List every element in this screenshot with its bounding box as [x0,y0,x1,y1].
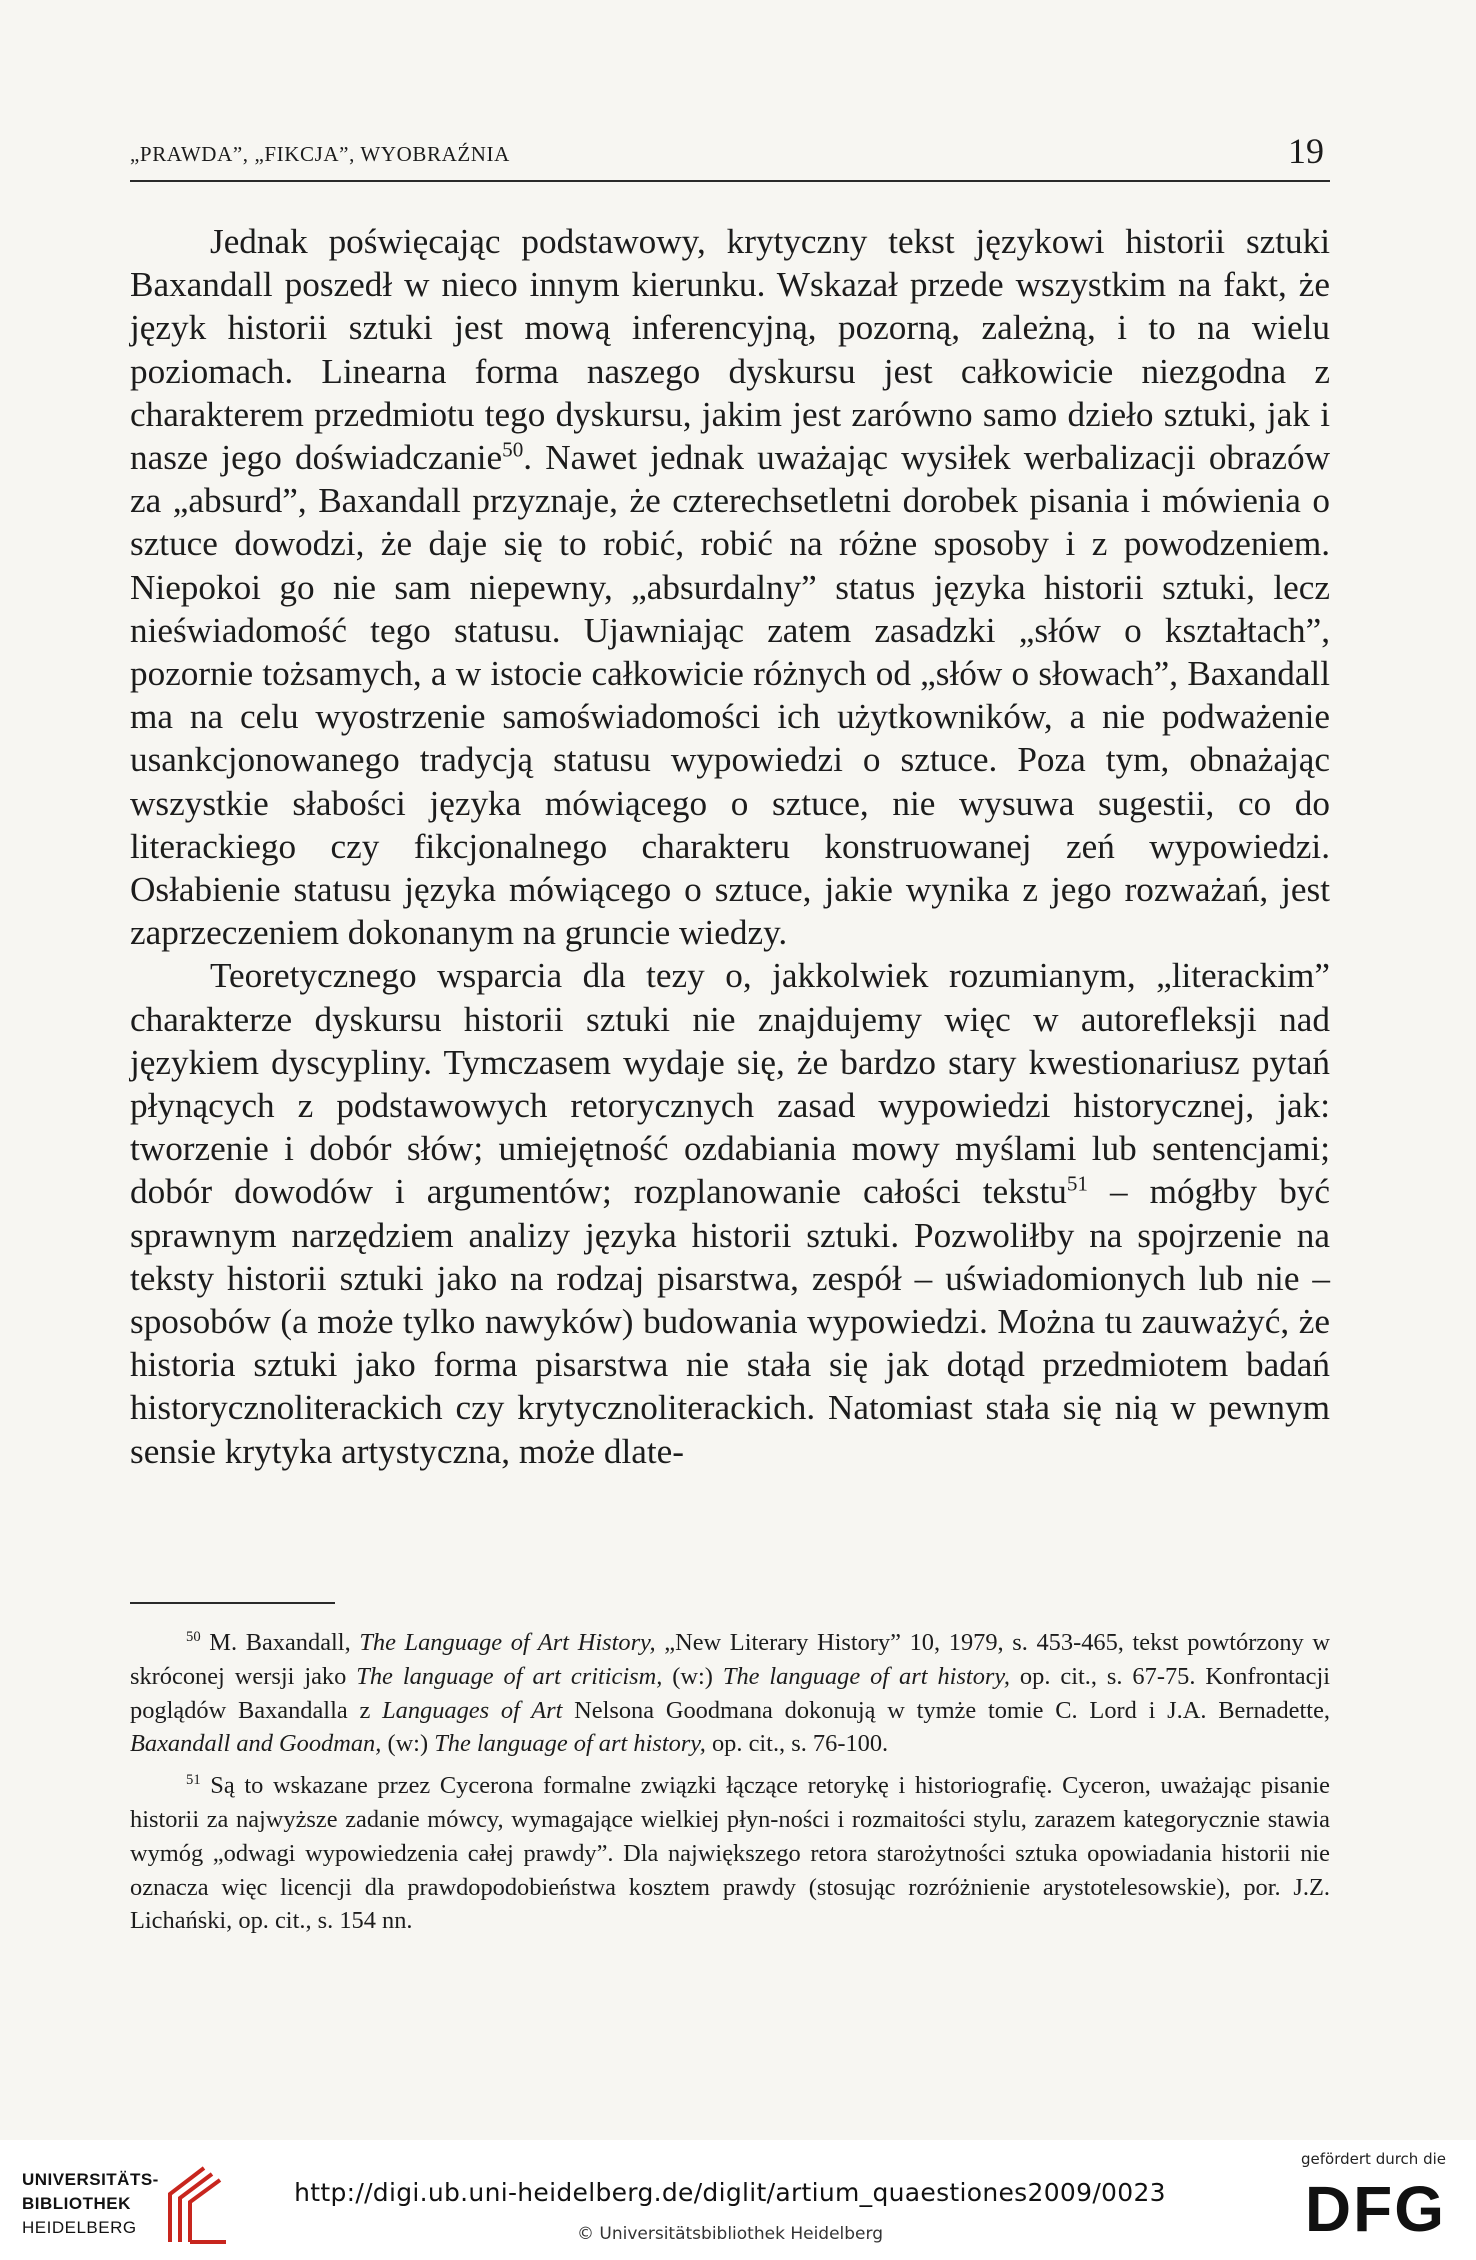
library-mark-icon [164,2164,228,2244]
footnote [130,1769,1330,1938]
dfg-wordmark: DFG [1304,2173,1446,2245]
paragraph-text: . Nawet jednak uważając wysiłek werbalizacji obrazów za „absurd”, Baxandall przyznaje, że czterechsetletni dorobek pisania i mówienia o sztuce dowodzi, że daje się to robić, robić na różne sposoby i z powodzeniem. Niepokoi go nie sam niepewny, „absurdalny” status języka historii sztuki, lecz nieświadomość tego statusu. Ujawniając zatem zasadzki „słów o kształtach”, pozornie tożsamych, a w istocie całkowicie różnych od „słów o słowach”, Baxandall ma na celu wyostrzenie samoświadomości ich użytkowników, a nie podważenie usankcjonowanego tradycją statusu wypowiedzi o sztuce. Poza tym, obnażając wszystkie słabości języka mówiącego o sztuce, nie wysuwa sugestii, co do literackiego czy fikcjonalnego charakteru konstruowanej zeń wypowiedzi. Osłabienie statusu języka mówiącego o sztuce, jakie wynika z jego rozważań, jest zaprzeczeniem dokonanym na gruncie wiedzy. [130,438,1330,953]
paragraph-text: Jednak poświęcając podstawowy, krytyczny tekst językowi historii sztuki Baxandall poszedł w nieco innym kierunku. Wskazał przede wszystkim na fakt, że język historii sztuki jest mową inferencyjną, pozorną, zależną, i to na wielu poziomach. Linearna forma naszego dyskursu jest całkowicie niezgodna z charakterem przedmiotu tego dyskursu, jakim jest zarówno samo dzieło sztuki, jak i nasze jego doświadczanie [130,222,1330,478]
footnote-text: op. cit., s. 67-75. Konfrontacji poglądów Baxandalla z [130,1662,1331,1724]
footnote-text: (w:) [381,1730,435,1758]
main-text [130,220,1330,1473]
funding-caption: gefördert durch die [1301,2150,1446,2168]
library-name-line: UNIVERSITÄTS- [22,2170,159,2189]
paragraph-text: Teoretycznego wsparcia dla tezy o, jakkolwiek rozumianym, „literackim” charakterze dyskursu historii sztuki nie znajdujemy więc w autorefleksji nad językiem dyscypliny. Tymczasem wydaje się, że bardzo stary kwestionariusz pytań płynących z podstawowych retorycznych zasad wypowiedzi historycznej, jak: tworzenie i dobór słów; umiejętność ozdabiania mowy myślami lub sentencjami; dobór dowodów i argumentów; rozplanowanie całości tekstu [130,956,1330,1212]
footnote-text: M. Baxandall, [200,1629,360,1656]
footnote-title: The Language of Art History, [359,1629,656,1656]
footnote-text: „New Literary History” 10, 1979, s. 453-465, tekst powtórzony w skróconej wersji jako [130,1629,1330,1690]
running-header [130,130,1330,182]
footnote-ref: 51 [1066,1171,1088,1196]
paragraph [130,954,1330,1472]
footnote-title: The language of art history, [434,1730,706,1758]
paragraph-text: – mógłby być sprawnym narzędziem analizy języka historii sztuki. Pozwoliłby na spojrzenie na teksty historii sztuki jako na rodzaj pisarstwa, zespół – uświadomionych lub nie – sposobów (a może tylko nawyków) budowania wypowiedzi. Można tu zauważyć, że historia sztuki jako forma pisarstwa nie stała się jak dotąd przedmiotem badań historycznoliterackich czy krytycznoliterackich. Natomiast stała się nią w pewnym sensie krytyka artystyczna, może dlate- [130,1172,1330,1471]
copyright-notice: © Universitätsbibliothek Heidelberg [576,2224,883,2244]
footnotes [130,1626,1330,1946]
library-name-line: BIBLIOTHEK [22,2194,131,2213]
digitization-footer [0,2140,1476,2260]
footnote-number: 51 [186,1772,201,1789]
dfg-logo[interactable] [1296,2150,1446,2250]
paragraph [130,220,1330,954]
library-name-line: HEIDELBERG [22,2218,137,2237]
footnote-separator [130,1602,335,1604]
footnote-title: The language of art history, [722,1662,1010,1690]
footnote-text: Nelsona Goodmana dokonują w tymże tomie C. Lord i J.A. Bernadette, [562,1696,1330,1724]
footnote-text: Są to wskazane przez Cycerona formalne związki łączące retorykę i historiografię. Cyceron, uważając pisanie historii za najwyższe zadanie mówcy, wymagające wielkiej płyn-ności i rozmaitości stylu, zarazem kategorycznie stawia wymóg „odwagi wypowiedzenia całej prawdy”. Dla największego retora starożytności sztuka opowiadania historii nie oznacza więc licencji dla prawdopodobieństwa kosztem prawdy (stosując rozróżnienie arystotelesowskie), por. J.Z. Lichański, op. cit., s. 154 nn. [130,1772,1330,1935]
footnote-title: The language of art criticism, [356,1662,663,1690]
footnote-title: Languages of Art [382,1696,563,1724]
footnote-ref: 50 [502,437,524,462]
university-library-logo[interactable] [22,2164,222,2244]
running-title: „PRAWDA”, „FIKCJA”, WYOBRAŹNIA [130,142,510,166]
footnote-title: Baxandall and Goodman, [130,1730,382,1758]
page-number: 19 [1288,131,1324,171]
footnote-number: 50 [186,1628,201,1645]
footnote-text: op. cit., s. 76-100. [705,1730,889,1758]
source-url-link[interactable]: http://digi.ub.uni-heidelberg.de/diglit/artium_quaestiones2009/0023 [294,2178,1166,2207]
footnote-text: (w:) [662,1662,723,1690]
footnote [130,1626,1330,1761]
